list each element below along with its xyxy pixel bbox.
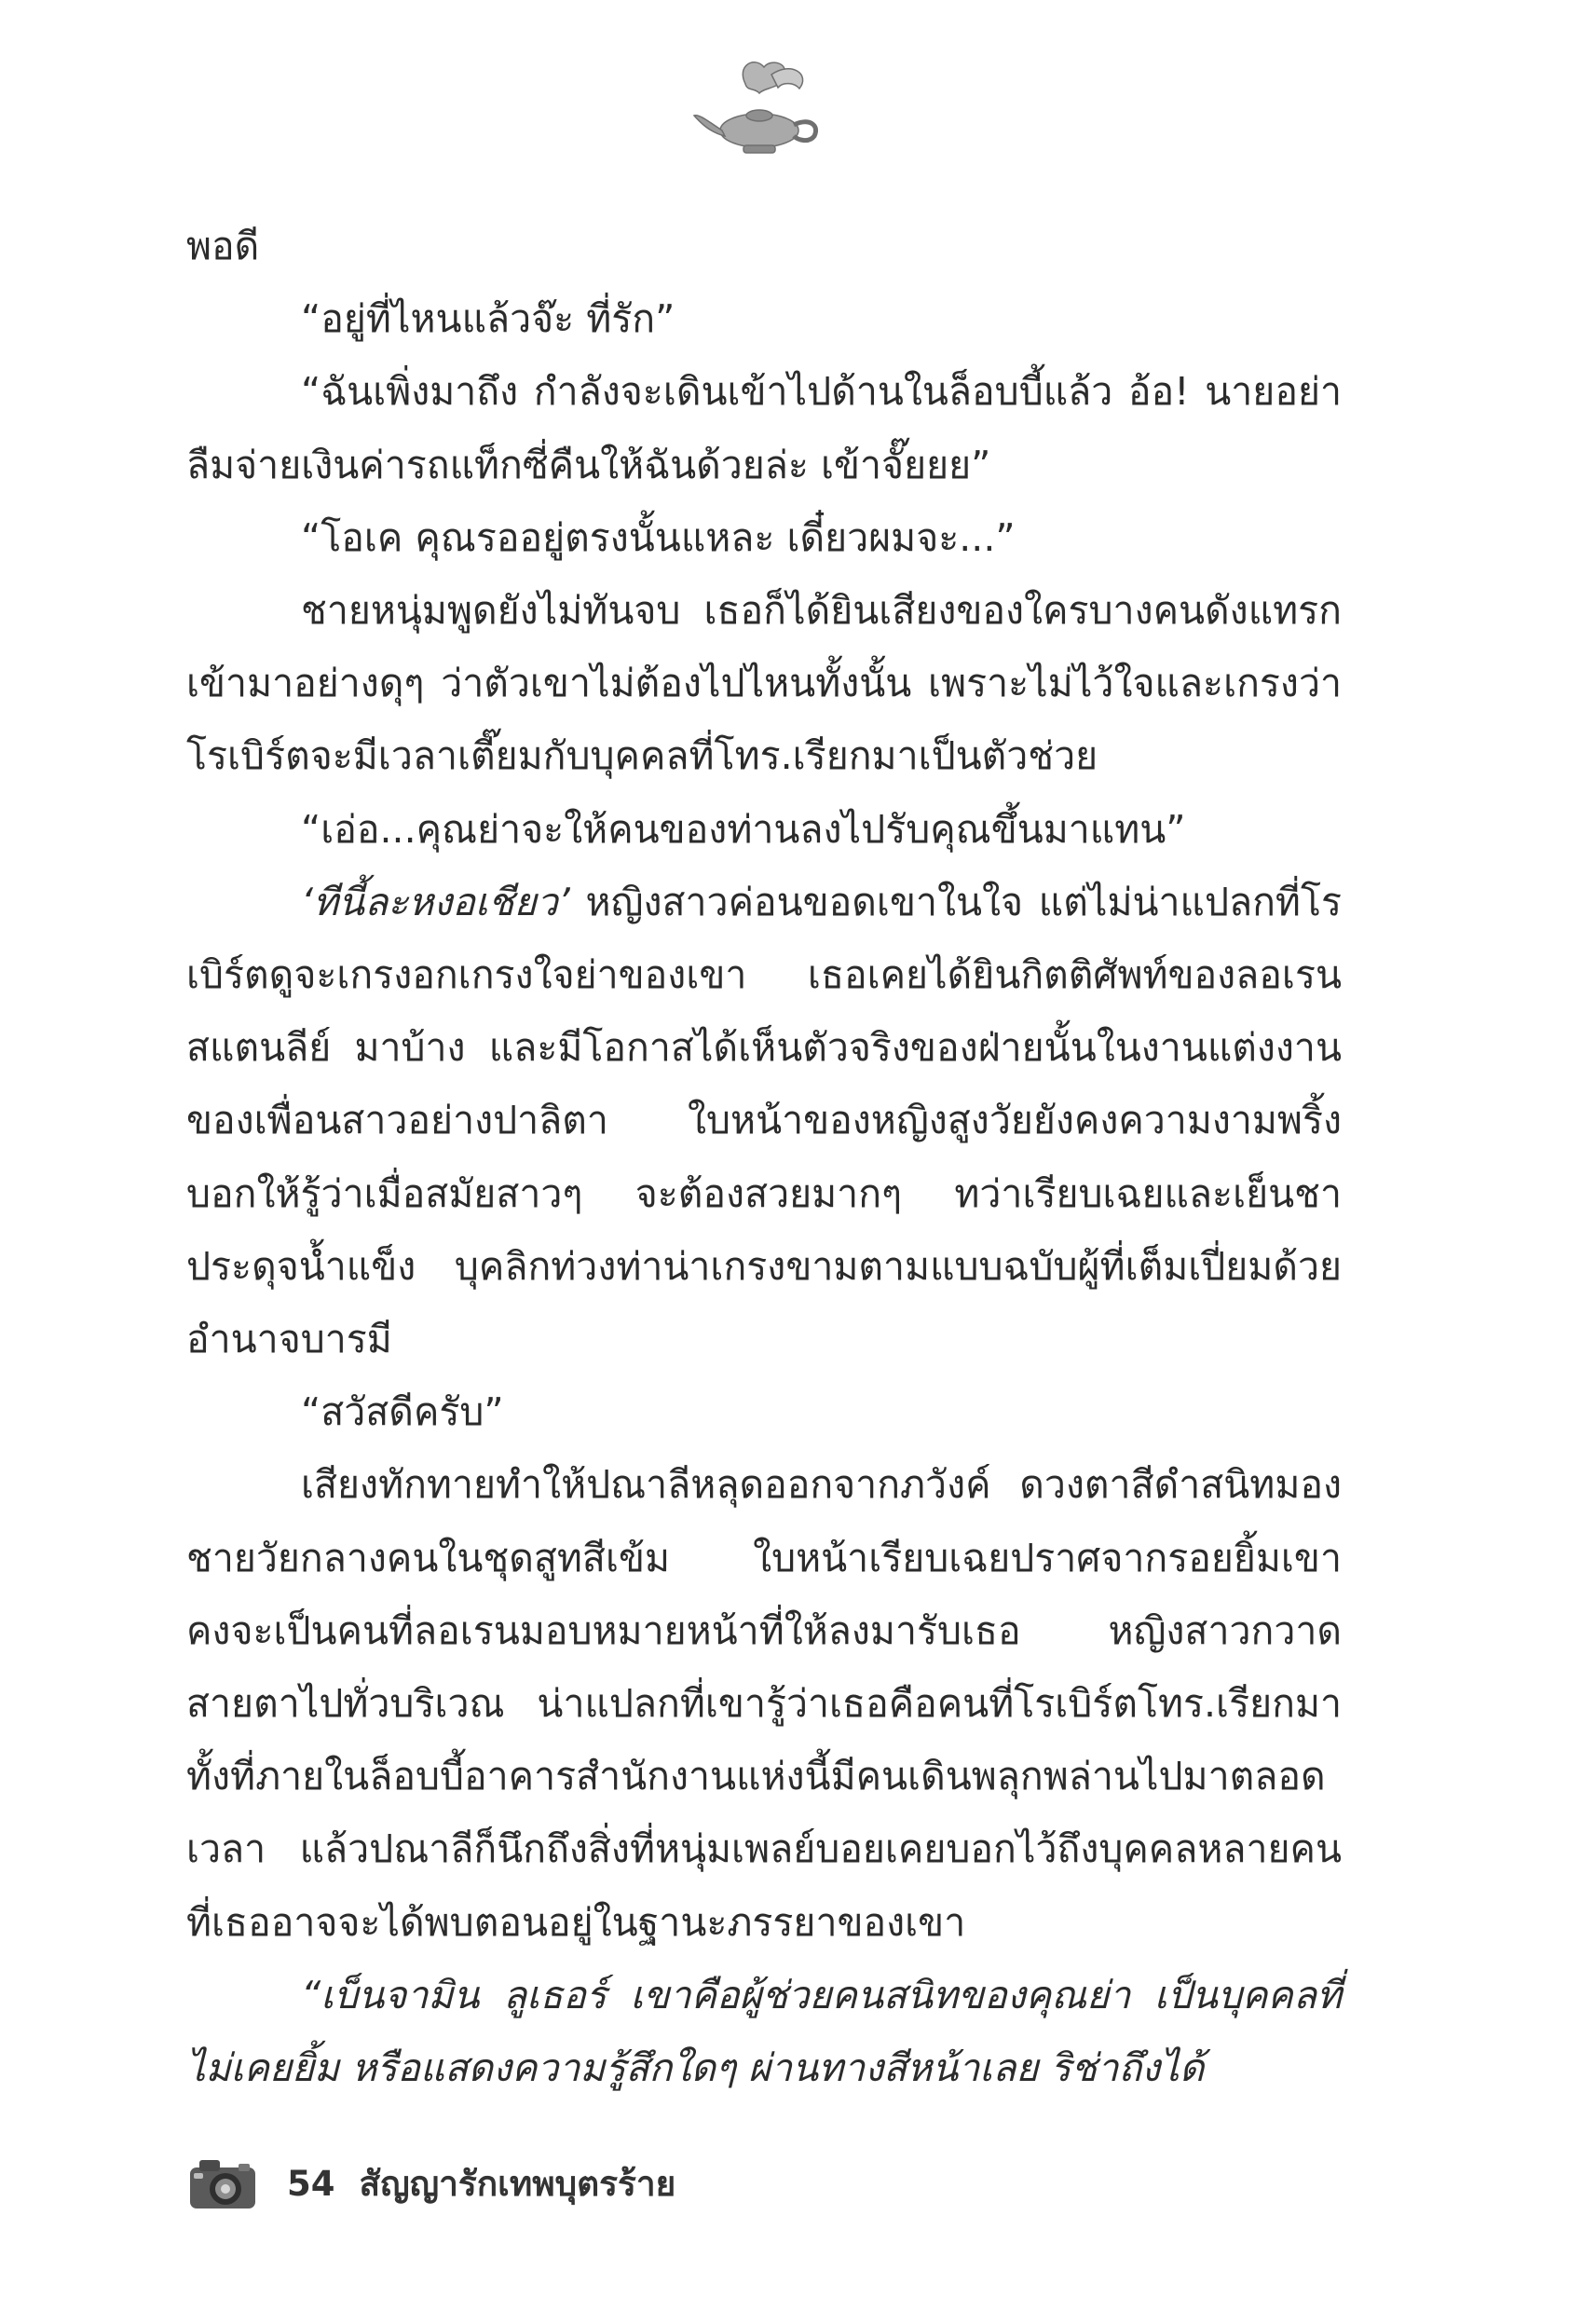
paragraph-3: “ฉันเพิ่งมาถึง กำลังจะเดินเข้าไปด้านในล็อบบี้แล้ว อ้อ! นายอย่าลืมจ่ายเงินค่ารถแท็กซี่คืนให้ฉันด้วยล่ะ เข้าจั๊ยยย” (186, 369, 1342, 487)
inner-thought-phrase: ‘ทีนี้ละหงอเชียว’ (301, 879, 570, 924)
paragraph-7-body: หญิงสาวค่อนขอดเขาในใจ แต่ไม่น่าแปลกที่โรเบิร์ตดูจะเกรงอกเกรงใจย่าของเขา เธอเคยได้ยินกิตติศัพท์ของลอเรน สแตนลีย์ มาบ้าง และมีโอกาสได้เห็นตัวจริงของฝ่ายนั้นในงานแต่งงานของเพื่อนสาวอย่างปาลิตา ใบหน้าของหญิงสูงวัยยังคงความงามพริ้ง บอกให้รู้ว่าเมื่อสมัยสาวๆ จะต้องสวยมากๆ ทว่าเรียบเฉยและเย็นชาประดุจน้ำแข็ง บุคลิกท่วงท่าน่าเกรงขามตามแบบฉบับผู้ที่เต็มเปี่ยมด้วยอำนาจบารมี (186, 879, 1342, 1362)
page-number: 54 (287, 2163, 335, 2204)
book-title: สัญญารักเทพบุตรร้าย (359, 2163, 676, 2204)
paragraph-8: “สวัสดีครับ” (301, 1389, 504, 1435)
paragraph-1: พอดี (186, 224, 260, 268)
paragraph-7 (186, 866, 1342, 1375)
paragraph-6: “เอ่อ...คุณย่าจะให้คนของท่านลงไปรับคุณขึ้นมาแทน” (301, 806, 1186, 852)
page-footer (186, 2151, 675, 2216)
paragraph-2: “อยู่ที่ไหนแล้วจ๊ะ ที่รัก” (301, 296, 675, 342)
paragraph-9: เสียงทักทายทำให้ปณาลีหลุดออกจากภวังค์ ดวงตาสีดำสนิทมองชายวัยกลางคนในชุดสูทสีเข้ม ใบหน้าเรียบเฉยปราศจากรอยยิ้มเขาคงจะเป็นคนที่ลอเรนมอบหมายหน้าที่ให้ลงมารับเธอ หญิงสาวกวาดสายตาไปทั่วบริเวณ น่าแปลกที่เขารู้ว่าเธอคือคนที่โรเบิร์ตโทร.เรียกมา ทั้งที่ภายในล็อบบี้อาคารสำนักงานแห่งนี้มีคนเดินพลุกพล่านไปมาตลอดเวลา แล้วปณาลีก็นึกถึงสิ่งที่หนุ่มเพลย์บอยเคยบอกไว้ถึงบุคคลหลายคนที่เธออาจจะได้พบตอนอยู่ในฐานะภรรยาของเขา (186, 1462, 1342, 1945)
page-body-text (186, 210, 1342, 2104)
paragraph-4: “โอเค คุณรออยู่ตรงนั้นแหละ เดี๋ยวผมจะ...” (301, 514, 1016, 560)
paragraph-10: “เบ็นจามิน ลูเธอร์ เขาคือผู้ช่วยคนสนิทของคุณย่า เป็นบุคคลที่ไม่เคยยิ้ม หรือแสดงความรู้สึกใดๆ ผ่านทางสีหน้าเลย ริช่าถึงได้ (186, 1972, 1342, 2091)
camera-icon (186, 2153, 261, 2214)
paragraph-5: ชายหนุ่มพูดยังไม่ทันจบ เธอก็ได้ยินเสียงของใครบางคนดังแทรกเข้ามาอย่างดุๆ ว่าตัวเขาไม่ต้องไปไหนทั้งนั้น เพราะไม่ไว้ใจและเกรงว่าโรเบิร์ตจะมีเวลาเตี๊ยมกับบุคคลที่โทร.เรียกมาเป็นตัวช่วย (186, 588, 1342, 779)
genie-lamp-ornament-icon (689, 56, 829, 158)
